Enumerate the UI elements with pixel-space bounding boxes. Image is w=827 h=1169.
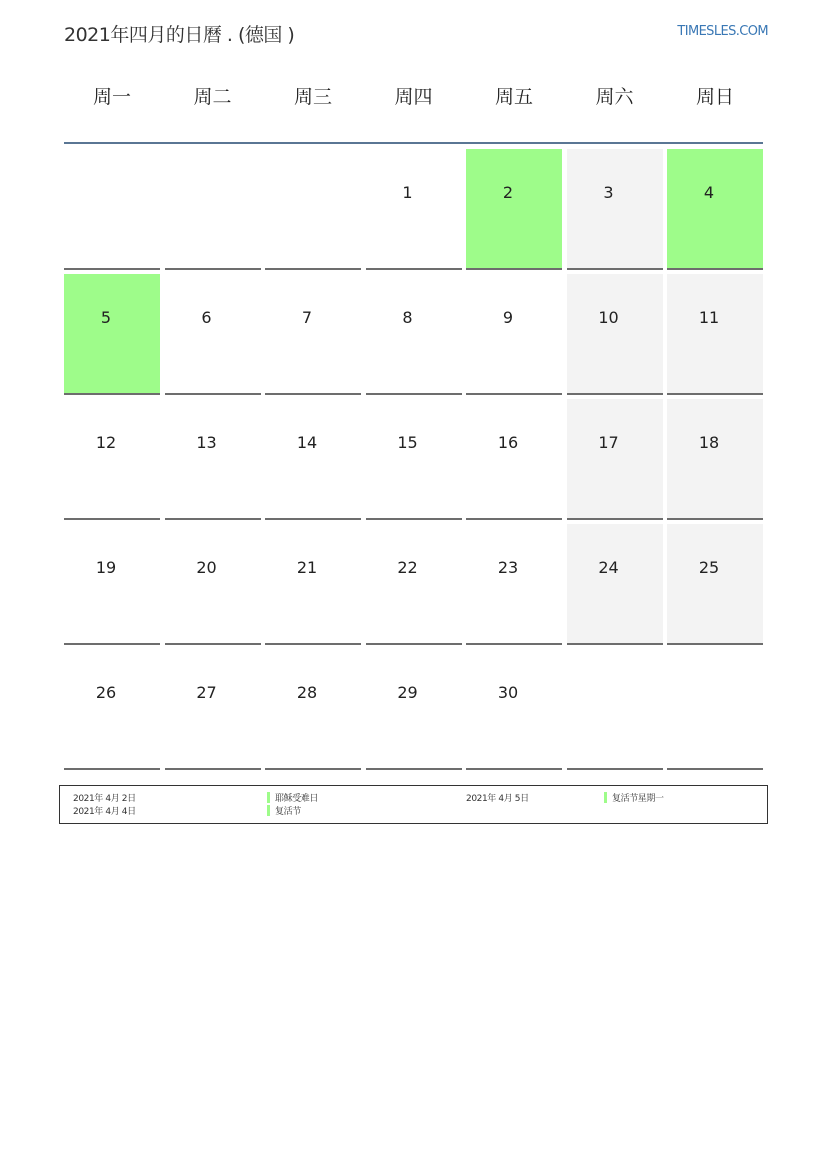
calendar-day-cell [366, 524, 462, 645]
calendar-day-cell [366, 399, 462, 520]
calendar-day-cell [466, 524, 562, 645]
weekday-header-row [64, 82, 762, 126]
site-link[interactable]: TIMESLES.COM [677, 24, 768, 39]
day-number: 24 [598, 558, 619, 577]
legend-date-1: 2021年 4月 2日 [73, 794, 136, 804]
legend-date-2: 2021年 4月 4日 [73, 807, 136, 817]
calendar-day-cell [567, 524, 663, 645]
weekday-label-tue: 周二 [193, 86, 232, 108]
day-number: 10 [598, 308, 619, 327]
day-number: 19 [95, 558, 117, 577]
calendar-day-cell [265, 399, 361, 520]
calendar-day-cell [64, 524, 160, 645]
calendar-day-cell-holiday [64, 274, 160, 395]
day-number: 6 [201, 308, 212, 327]
holiday-color-marker [267, 805, 270, 816]
calendar-empty-cell [667, 649, 763, 770]
day-number: 26 [95, 683, 117, 702]
day-number: 4 [703, 183, 715, 202]
weekday-label-thu: 周四 [394, 86, 433, 108]
holiday-color-marker [267, 792, 270, 803]
day-number: 18 [698, 433, 720, 452]
weekday-label-mon: 周一 [92, 86, 131, 108]
day-number: 15 [397, 433, 418, 452]
legend-holiday-1 [267, 791, 318, 804]
legend-holiday-label: 复活节星期一 [612, 794, 664, 804]
calendar-day-cell [265, 524, 361, 645]
calendar-day-cell [64, 399, 160, 520]
day-number: 12 [95, 433, 117, 452]
calendar-day-cell [366, 274, 462, 395]
calendar-day-cell [466, 649, 562, 770]
legend-holiday-3 [604, 791, 664, 804]
day-number: 1 [402, 183, 413, 202]
calendar-grid [64, 149, 764, 770]
day-number: 21 [296, 558, 318, 577]
day-number: 29 [397, 683, 418, 702]
holiday-color-marker [604, 792, 607, 803]
calendar-day-cell [265, 649, 361, 770]
day-number: 25 [698, 558, 720, 577]
header-divider [64, 142, 763, 144]
day-number: 23 [497, 558, 519, 577]
day-number: 30 [497, 683, 519, 702]
day-number: 20 [196, 558, 217, 577]
calendar-empty-cell [567, 649, 663, 770]
day-number: 2 [502, 183, 514, 202]
calendar-empty-cell [165, 149, 261, 270]
calendar-day-cell [567, 274, 663, 395]
calendar-empty-cell [64, 149, 160, 270]
day-number: 3 [603, 183, 614, 202]
weekday-label-sun: 周日 [695, 86, 734, 108]
calendar-day-cell [466, 399, 562, 520]
page-title: 2021年四月的日曆 . (德国 ) [64, 24, 295, 46]
calendar-day-cell [667, 399, 763, 520]
calendar-day-cell [667, 524, 763, 645]
calendar-day-cell [366, 149, 462, 270]
day-number: 14 [296, 433, 318, 452]
calendar-day-cell [567, 149, 663, 270]
calendar-day-cell [567, 399, 663, 520]
weekday-label-sat: 周六 [595, 86, 634, 108]
calendar-empty-cell [265, 149, 361, 270]
calendar-day-cell [366, 649, 462, 770]
day-number: 22 [397, 558, 418, 577]
calendar-day-cell [64, 649, 160, 770]
calendar-day-cell [165, 649, 261, 770]
calendar-day-cell-holiday [667, 149, 763, 270]
calendar-day-cell [265, 274, 361, 395]
day-number: 13 [196, 433, 217, 452]
calendar-day-cell [667, 274, 763, 395]
legend-holiday-label: 复活节 [275, 807, 301, 817]
calendar-day-cell [165, 524, 261, 645]
calendar-day-cell-holiday [466, 149, 562, 270]
legend-date-3: 2021年 4月 5日 [466, 794, 529, 804]
weekday-label-fri: 周五 [494, 86, 533, 108]
day-number: 5 [100, 308, 112, 327]
legend-holiday-2 [267, 804, 301, 817]
day-number: 17 [598, 433, 619, 452]
legend-holiday-label: 耶稣受难日 [275, 794, 319, 804]
weekday-label-wed: 周三 [293, 86, 332, 108]
day-number: 9 [502, 308, 514, 327]
calendar-day-cell [466, 274, 562, 395]
day-number: 28 [296, 683, 318, 702]
day-number: 16 [497, 433, 519, 452]
calendar-day-cell [165, 399, 261, 520]
calendar-day-cell [165, 274, 261, 395]
day-number: 7 [301, 308, 313, 327]
day-number: 27 [196, 683, 217, 702]
day-number: 8 [402, 308, 413, 327]
holiday-legend [59, 785, 768, 824]
day-number: 11 [698, 308, 720, 327]
